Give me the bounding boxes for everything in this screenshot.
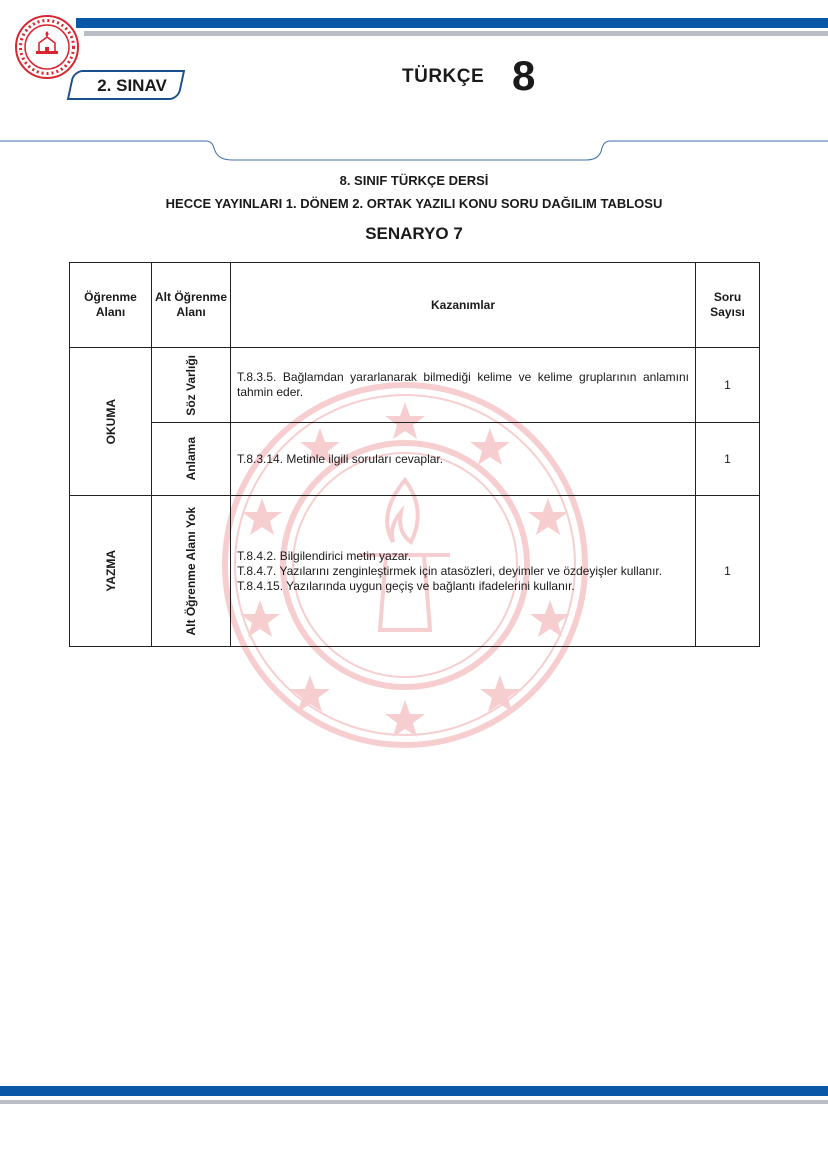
outcome-text: T.8.3.5. Bağlamdan yararlanarak bilmediği kelime ve kelime gruplarının anlamını tahmin eder. [237,370,689,399]
learning-area-cell [70,348,152,496]
footer-stripe-blue [0,1086,828,1096]
learning-area-label: YAZMA [103,550,118,592]
outcome-text: T.8.4.2. Bilgilendirici metin yazar. [237,548,412,563]
table-row [70,423,760,496]
header-divider-curve [0,140,828,166]
ministry-seal-icon [14,14,80,80]
learning-area-cell [70,496,152,647]
subject-title: TÜRKÇE [402,66,485,87]
sub-area-cell [152,496,231,647]
question-count: 1 [696,496,760,647]
outcome-text: T.8.3.14. Metinle ilgili soruları cevaplar. [237,451,444,466]
learning-area-label: OKUMA [103,398,118,445]
table-row [70,496,760,647]
outcome-text: T.8.4.7. Yazılarını zenginleştirmek için atasözleri, deyimler ve özdeyişler kullanır. [237,563,663,578]
table-header-row [70,263,760,348]
sub-area-label: Alt Öğrenme Alanı Yok [184,506,198,636]
outcomes-cell [231,423,696,496]
grade-number: 8 [512,52,536,99]
header-learning-area: Öğrenme Alanı [70,263,152,348]
sub-area-label: Anlama [184,437,198,481]
header-stripe-grey [84,31,828,36]
header-question-count: Soru Sayısı [696,263,760,348]
exam-badge-label: 2. SINAV [97,76,167,95]
footer-stripe-grey [0,1100,828,1104]
header-outcomes: Kazanımlar [231,263,696,348]
table-row [70,348,760,423]
outcomes-cell [231,348,696,423]
header-sub-area: Alt Öğrenme Alanı [152,263,231,348]
sub-area-cell [152,423,231,496]
document-title-class: 8. SINIF TÜRKÇE DERSİ [339,173,489,188]
question-count: 1 [696,348,760,423]
outcomes-cell [231,496,696,647]
question-distribution-table [69,262,760,647]
scenario-title: SENARYO 7 [365,224,463,243]
outcome-text: T.8.4.15. Yazılarında uygun geçiş ve bağlantı ifadelerini kullanır. [237,578,575,593]
sub-area-label: Söz Varlığı [184,354,198,416]
sub-area-cell [152,348,231,423]
document-title-table: HECCE YAYINLARI 1. DÖNEM 2. ORTAK YAZILI KONU SORU DAĞILIM TABLOSU [165,196,663,211]
question-count: 1 [696,423,760,496]
header-stripe-blue [76,18,828,28]
